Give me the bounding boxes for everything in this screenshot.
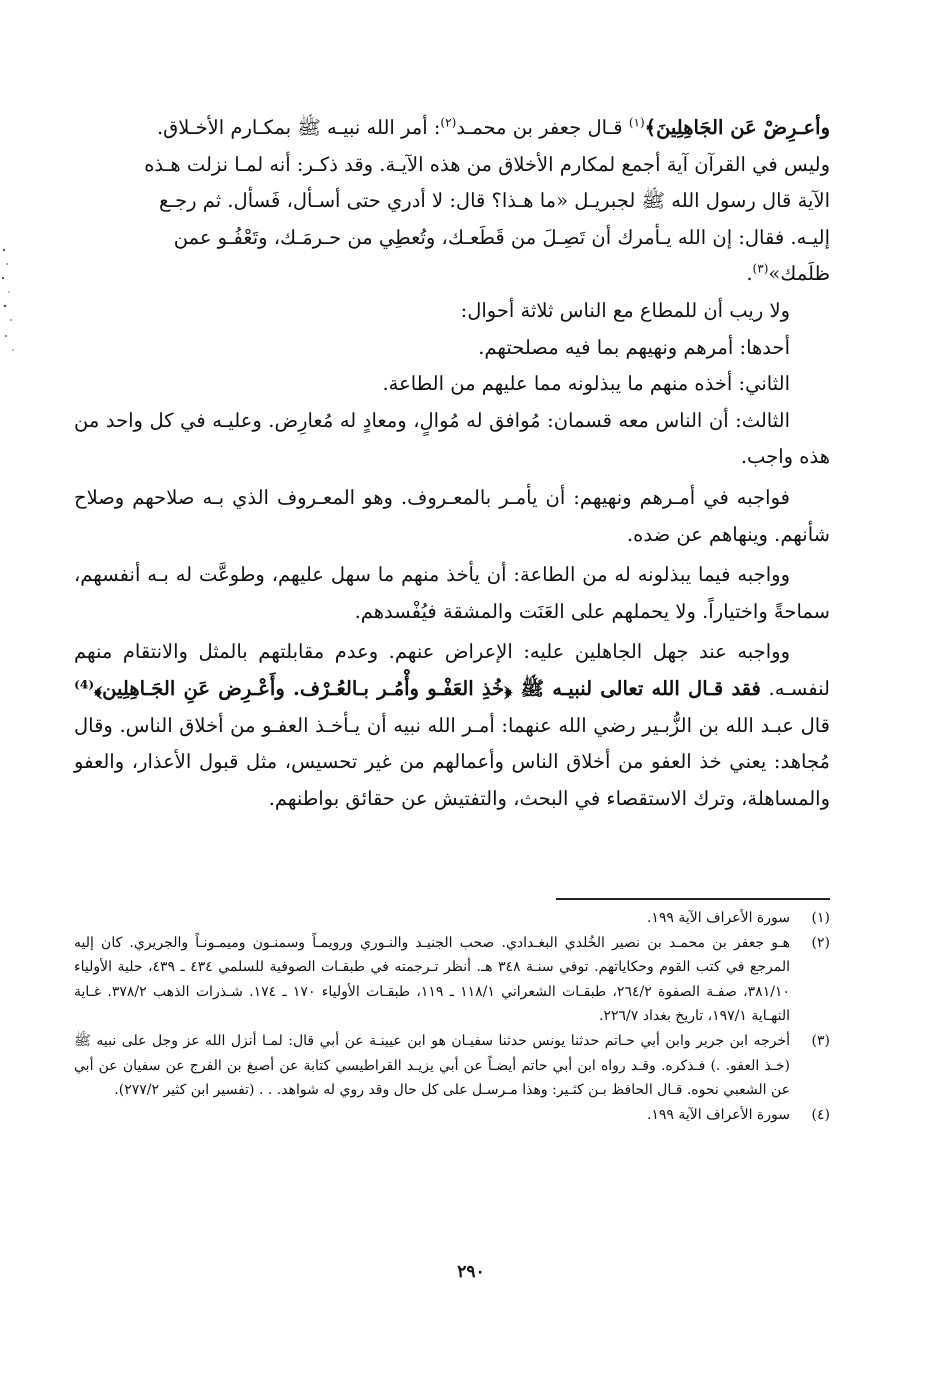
paragraph-second: الثاني: أخذه منهم ما يبذلونه مما عليهم من الطاعة. xyxy=(382,372,790,396)
body-line: وأعـرِضْ عَن الجَاهِلِينَ﴾$^{(١)}$ قـال جعفر بن محمـد$^{(٢)}$: أمر الله نبيـه ﷺ بمكـارم الأخـلاق. xyxy=(156,115,830,139)
paragraph-first: أحدها: أمرهم ونهيهم بما فيه مصلحتهم. xyxy=(478,335,790,359)
paragraph-third: الثالث: أن الناس معه قسمان: مُوافق له مُوالٍ، ومعادٍ له مُعارِض. وعليـه في كل واحد من هذه واجب. xyxy=(74,408,830,469)
footnote-separator xyxy=(556,898,830,900)
body-line: الآية قال رسول الله ﷺ لجبريـل «ما هـذا؟ قال: لا أدري حتى أسـأل، فَسأل. ثم رجـع xyxy=(158,189,830,213)
mujahid-commentary: أمـر الله نبيه أن يـأخـذ العفـو من أخلاق الناس. وقال مُجاهد: يعني خذ العفو من أخلاق الناس وأعمالهم من غير تحسيس، مثل قبول الأعذار، والعفو والمساهلة، وترك الاستقصاء في البحث، والتفتيش عن حقائق بواطنهم. xyxy=(74,713,830,810)
body-line: وليس في القرآن آية أجمع لمكارم الأخلاق من هذه الآيـة. وقد ذكـر: أنه لمـا نزلت هـذه xyxy=(144,152,830,176)
body-line: ظلَمك»$^{(٣)}$. xyxy=(746,261,830,286)
footnote-2 xyxy=(74,931,830,1029)
footnote-text: سورة الأعراف الآية ١٩٩. xyxy=(646,1106,790,1123)
footnote-text: هـو جعفر بن محمـد بن نصير الخُلدي البغـدادي. صحب الجنيـد والنـوري ورويمـاً وسمنـون وميمـونـاً والجريري. كان إليه المرجع في كتب القوم وحكاياتهم. توفي سنـة ٣٤٨ هـ. أنظر تـرجمته في طبقـات الصوفية للسلمي ٤٣٤ ـ ٤٣٩، حلية الأولياء ٣٨١/١٠، صفـة الصفوة ٢٦٤/٢، طبقـات الشعراني ١١٨/١ ـ ١١٩، طبقـات الأولياء ١٧٠ ـ ١٧٤. شـذرات الذهب ٣٧٨/٢. غـاية النهـاية ١٩٧/١، تاريخ بغداد ٢٢٦/٧. xyxy=(74,934,790,1025)
footnotes xyxy=(74,906,830,1127)
footnote-number: (٢) xyxy=(811,934,830,951)
quran-verse-fragment: وأعـرِضْ عَن الجَاهِلِينَ﴾ xyxy=(644,116,830,139)
scan-specks xyxy=(0,240,20,370)
footnote-number: (١) xyxy=(811,910,830,926)
quran-verse: فقد قـال الله تعالى لنبيـه ﷺ ﴿خُذِ العَفْـو وأْمُـر بـالعُـرْف. وأَعْـرِض عَنِ الجَـاهِلِين﴾⁽⁴⁾ xyxy=(74,676,761,700)
footnote-4 xyxy=(74,1103,830,1128)
paragraph-duty-ignorance xyxy=(74,634,830,817)
footnote-text: سورة الأعراف الآية ١٩٩. xyxy=(646,910,790,926)
body-line: إليـه. فقال: إن الله يـأمرك أن تَصِـلَ من قَطَعـك، وتُعطِي من حـرمَـك، وتَعْفُـو عمن xyxy=(173,225,830,249)
footnote-number: (٤) xyxy=(811,1106,830,1123)
duty-ignorance-text: وواجبه عند جهل الجاهلين عليه: الإعراض عنهم. وعدم مقابلتهم بالمثل والانتقام منهم لنفسـه. xyxy=(74,640,830,700)
paragraph-states: ولا ريب أن للمطاع مع الناس ثلاثة أحوال: xyxy=(460,298,790,322)
footnote-number: (٣) xyxy=(811,1032,830,1049)
page-number: ٢٩٠ xyxy=(457,1262,485,1282)
footnote-text: أخرجه ابن جرير وابن أبي حـاتم حدثنا يونس حدثنا سفيـان هو ابن عيينـة عن أبي قال: لمـا أنزل الله عز وجل على نبيه ﷺ (خـذ العفو. .) فـذكره. وقـد رواه ابن أبي حاتم أيضـاً عن أبي يزيـد القراطيسي كتابة عن أصبغ بن الفرج عن سفيان عن أبي عن الشعبي نحوه. قـال الحافظ بـن كثـير: وهذا مـرسـل على كل حال وقد روي له شواهد. . . (تفسير ابن كثير ٢٧٧/٢). xyxy=(74,1032,791,1099)
footnote-3 xyxy=(74,1029,830,1103)
main-text xyxy=(74,110,830,817)
paragraph-duty-command: فواجبه في أمـرهم ونهيهم: أن يأمـر بالمعـروف. وهو المعـروف الذي بـه صلاحهم وصلاح شأنهم. وينهاهم عن ضده. xyxy=(74,485,830,546)
ibn-zubair-attribution: قال عبـد الله بن الزُّبـير رضي الله عنهما: xyxy=(501,713,830,737)
footnote-1 xyxy=(74,906,830,931)
paragraph-duty-obedience: وواجبه فيما يبذلونه له من الطاعة: أن يأخذ منهم ما سهل عليهم، وطوعَّت له بـه أنفسهم، سماحةً واختياراً. ولا يحملهم على العَنَت والمشقة فيُفْسدهم. xyxy=(74,563,830,623)
